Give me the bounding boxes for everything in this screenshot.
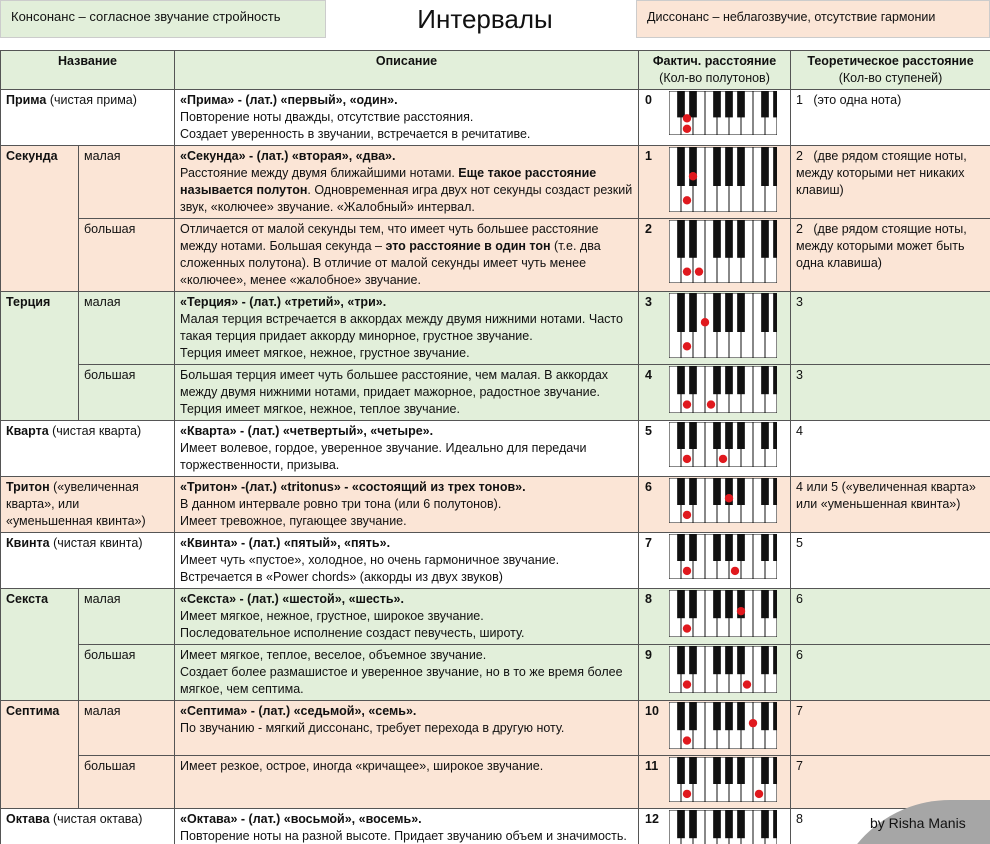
black-key [677, 147, 685, 186]
semitones-cell [639, 365, 791, 421]
black-key [737, 478, 745, 505]
table-row [1, 533, 990, 589]
black-key [677, 293, 685, 332]
table-row [1, 365, 990, 421]
note-dot [683, 624, 691, 632]
note-dot [695, 267, 703, 275]
interval-name: Секунда [6, 149, 58, 163]
black-key [737, 534, 745, 561]
black-key [725, 366, 733, 394]
note-dot [743, 680, 751, 688]
interval-name-cell [1, 477, 175, 533]
interval-name-extra: (чистая квинта) [49, 536, 143, 550]
black-key [761, 366, 769, 394]
black-key [725, 147, 733, 186]
black-key [677, 422, 685, 449]
black-key [773, 220, 777, 258]
table-row [1, 589, 990, 645]
note-dot [683, 567, 691, 575]
theory-distance: 3 [791, 292, 990, 365]
note-dot [731, 567, 739, 575]
piano-keyboard-icon [669, 810, 777, 844]
note-dot [683, 125, 691, 133]
semitones-cell [639, 589, 791, 645]
black-key [713, 422, 721, 449]
theory-distance: 2 (две рядом стоящие ноты, между которыми нет никаких клавиш) [791, 146, 990, 219]
black-key [689, 220, 697, 258]
semitones-value: 1 [645, 149, 652, 163]
interval-subtype: большая [79, 365, 175, 421]
interval-name-extra: («увеличенная кварта», или «уменьшенная квинта») [6, 480, 146, 528]
semitones-value: 9 [645, 648, 652, 662]
black-key [677, 478, 685, 505]
interval-name-extra: (чистая октава) [49, 812, 143, 826]
black-key [689, 757, 697, 784]
piano-keyboard-icon [669, 534, 777, 579]
black-key [773, 293, 777, 332]
note-dot [749, 719, 757, 727]
black-key [677, 702, 685, 730]
table-row [1, 146, 990, 219]
note-dot [683, 511, 691, 519]
black-key [737, 422, 745, 449]
semitones-cell [639, 701, 791, 756]
interval-description: «Секста» - (лат.) «шестой», «шесть». Имеет мягкое, нежное, грустное, широкое звучание. Последовательное исполнение создаст певучесть, широту. [175, 589, 639, 645]
black-key [773, 810, 777, 838]
semitones-cell [639, 292, 791, 365]
black-key [689, 534, 697, 561]
semitones-value: 11 [645, 759, 659, 773]
interval-subtype: малая [79, 292, 175, 365]
theory-distance: 4 или 5 («увеличенная кварта» или «уменьшенная квинта») [791, 477, 990, 533]
interval-name-cell [1, 90, 175, 146]
black-key [725, 702, 733, 730]
black-key [761, 478, 769, 505]
note-dot [755, 790, 763, 798]
black-key [713, 91, 721, 117]
theory-distance: 4 [791, 421, 990, 477]
black-key [773, 590, 777, 618]
interval-description: «Тритон» -(лат.) «tritonus» - «состоящий из трех тонов». В данном интервале ровно три тона (или 6 полутонов). Имеет тревожное, пугающее звучание. [175, 477, 639, 533]
semitones-value: 12 [645, 812, 659, 826]
interval-name-cell [1, 701, 79, 809]
note-dot [707, 400, 715, 408]
table-row [1, 477, 990, 533]
table-row [1, 292, 990, 365]
semitones-cell [639, 219, 791, 292]
signature-badge [830, 800, 990, 844]
interval-description: «Септима» - (лат.) «седьмой», «семь». По звучанию - мягкий диссонанс, требует перехода в другую ноту. [175, 701, 639, 756]
interval-subtype: большая [79, 219, 175, 292]
theory-distance: 6 [791, 645, 990, 701]
piano-keyboard-icon [669, 147, 777, 212]
black-key [761, 757, 769, 784]
black-key [677, 366, 685, 394]
interval-subtype: малая [79, 146, 175, 219]
black-key [725, 91, 733, 117]
table-row [1, 645, 990, 701]
black-key [677, 220, 685, 258]
signature-text: by Risha Manis [870, 815, 966, 831]
black-key [761, 702, 769, 730]
black-key [677, 757, 685, 784]
black-key [689, 590, 697, 618]
semitones-value: 7 [645, 536, 652, 550]
black-key [761, 220, 769, 258]
semitones-value: 10 [645, 704, 659, 718]
black-key [773, 91, 777, 117]
note-dot [689, 172, 697, 180]
black-key [737, 366, 745, 394]
black-key [773, 534, 777, 561]
interval-name-cell [1, 533, 175, 589]
interval-subtype: большая [79, 645, 175, 701]
interval-subtype: малая [79, 589, 175, 645]
interval-name-cell [1, 146, 79, 292]
semitones-cell [639, 533, 791, 589]
interval-name: Терция [6, 295, 51, 309]
semitones-cell [639, 645, 791, 701]
black-key [773, 366, 777, 394]
black-key [761, 590, 769, 618]
semitones-cell [639, 809, 791, 844]
theory-distance: 7 [791, 701, 990, 756]
table-row [1, 421, 990, 477]
piano-keyboard-icon [669, 590, 777, 637]
interval-name: Октава [6, 812, 50, 826]
black-key [689, 422, 697, 449]
piano-keyboard-icon [669, 293, 777, 358]
header-description: Описание [175, 51, 639, 90]
semitones-value: 3 [645, 295, 652, 309]
note-dot [683, 400, 691, 408]
black-key [725, 534, 733, 561]
black-key [713, 293, 721, 332]
black-key [677, 810, 685, 838]
theory-distance: 1 (это одна нота) [791, 90, 990, 146]
piano-keyboard-icon [669, 91, 777, 135]
black-key [773, 702, 777, 730]
interval-name-extra: (чистая прима) [46, 93, 137, 107]
semitones-value: 8 [645, 592, 652, 606]
black-key [713, 478, 721, 505]
interval-name: Секста [6, 592, 49, 606]
black-key [725, 220, 733, 258]
interval-subtype: малая [79, 701, 175, 756]
semitones-cell [639, 421, 791, 477]
black-key [761, 91, 769, 117]
black-key [689, 366, 697, 394]
note-dot [683, 114, 691, 122]
black-key [761, 810, 769, 838]
black-key [677, 534, 685, 561]
note-dot [719, 455, 727, 463]
black-key [713, 534, 721, 561]
black-key [737, 757, 745, 784]
black-key [689, 646, 697, 674]
interval-name-cell [1, 292, 79, 421]
black-key [737, 147, 745, 186]
page-title: Интервалы [417, 4, 553, 34]
black-key [725, 646, 733, 674]
interval-name: Септима [6, 704, 60, 718]
note-dot [683, 455, 691, 463]
header-theory-distance: Теоретическое расстояние (Кол-во ступеней) [791, 51, 990, 90]
semitones-value: 6 [645, 480, 652, 494]
black-key [689, 91, 697, 117]
black-key [773, 757, 777, 784]
interval-description: Отличается от малой секунды тем, что имеет чуть большее расстояние между нотами. Большая секунда – это расстояние в один тон (т.е. два сложенных полутона). В отличие от малой секунды имеет чуть менее «колючее», менее «жалобное» звучание. [175, 219, 639, 292]
black-key [773, 478, 777, 505]
black-key [761, 646, 769, 674]
theory-distance: 7 [791, 756, 990, 809]
note-dot [701, 318, 709, 326]
black-key [689, 293, 697, 332]
interval-name-cell [1, 809, 175, 844]
note-dot [737, 607, 745, 615]
interval-description: «Октава» - (лат.) «восьмой», «восемь». Повторение ноты на разной высоте. Придает звучанию объем и значимость. [175, 809, 639, 844]
black-key [737, 702, 745, 730]
semitones-value: 5 [645, 424, 652, 438]
interval-description: «Квинта» - (лат.) «пятый», «пять». Имеет чуть «пустое», холодное, но очень гармоничное звучание. Встречается в «Power chords» (аккорды из двух звуков) [175, 533, 639, 589]
semitones-cell [639, 146, 791, 219]
interval-description: «Кварта» - (лат.) «четвертый», «четыре». Имеет волевое, гордое, уверенное звучание. Идеально для передачи торжественности, призыва. [175, 421, 639, 477]
semitones-cell [639, 477, 791, 533]
black-key [713, 646, 721, 674]
legend-dissonance: Диссонанс – неблагозвучие, отсутствие гармонии [636, 0, 990, 38]
black-key [713, 590, 721, 618]
interval-name-extra: (чистая кварта) [48, 424, 142, 438]
interval-description: Имеет мягкое, теплое, веселое, объемное звучание. Создает более размашистое и уверенное звучание, но в то же время более мягкое, чем септима. [175, 645, 639, 701]
piano-keyboard-icon [669, 702, 777, 749]
note-dot [725, 494, 733, 502]
piano-keyboard-icon [669, 422, 777, 467]
black-key [725, 293, 733, 332]
note-dot [683, 196, 691, 204]
semitones-cell [639, 756, 791, 809]
semitones-value: 2 [645, 222, 652, 236]
black-key [713, 702, 721, 730]
black-key [761, 534, 769, 561]
interval-description: «Прима» - (лат.) «первый», «один». Повторение ноты дважды, отсутствие расстояния. Создает уверенность в звучании, встречается в речитативе. [175, 90, 639, 146]
black-key [713, 220, 721, 258]
black-key [761, 147, 769, 186]
black-key [725, 590, 733, 618]
black-key [737, 91, 745, 117]
black-key [713, 366, 721, 394]
theory-distance: 6 [791, 589, 990, 645]
interval-name-cell [1, 589, 79, 701]
interval-name: Прима [6, 93, 47, 107]
interval-name-cell [1, 421, 175, 477]
theory-distance: 8 [791, 809, 990, 844]
semitones-cell [639, 90, 791, 146]
table-row [1, 90, 990, 146]
header-name: Название [1, 51, 175, 90]
note-dot [683, 342, 691, 350]
legend-consonance: Консонанс – согласное звучание стройность [0, 0, 326, 38]
piano-keyboard-icon [669, 366, 777, 413]
interval-description: «Секунда» - (лат.) «вторая», «два». Расстояние между двумя ближайшими нотами. Еще такое расстояние называется полутон. Одновременная игра двух нот секунды создаст резкий звук, «колючее» звучание. «Жалобный» интервал. [175, 146, 639, 219]
black-key [677, 91, 685, 117]
note-dot [683, 680, 691, 688]
black-key [773, 422, 777, 449]
piano-keyboard-icon [669, 646, 777, 693]
piano-keyboard-icon [669, 478, 777, 523]
note-dot [683, 790, 691, 798]
black-key [677, 590, 685, 618]
table-row [1, 219, 990, 292]
black-key [725, 422, 733, 449]
black-key [761, 293, 769, 332]
black-key [773, 646, 777, 674]
black-key [725, 810, 733, 838]
theory-distance: 5 [791, 533, 990, 589]
black-key [677, 646, 685, 674]
black-key [737, 220, 745, 258]
black-key [713, 757, 721, 784]
black-key [773, 147, 777, 186]
interval-subtype: большая [79, 756, 175, 809]
semitones-value: 4 [645, 368, 652, 382]
interval-description: «Терция» - (лат.) «третий», «три». Малая терция встречается в аккордах между двумя нижними нотами. Часто такая терция придает аккорду минорное, грустное звучание. Терция имеет мягкое, нежное, грустное звучание. [175, 292, 639, 365]
black-key [737, 810, 745, 838]
black-key [689, 810, 697, 838]
black-key [737, 646, 745, 674]
header-fact-distance: Фактич. расстояние (Кол-во полутонов) [639, 51, 791, 90]
black-key [761, 422, 769, 449]
intervals-table [0, 50, 990, 844]
black-key [737, 293, 745, 332]
semitones-value: 0 [645, 93, 652, 107]
interval-name: Кварта [6, 424, 49, 438]
table-row [1, 701, 990, 756]
interval-description: Большая терция имеет чуть большее расстояние, чем малая. В аккордах между двумя нижними нотами, придает мажорное, радостное звучание. Терция имеет мягкое, нежное, теплое звучание. [175, 365, 639, 421]
interval-name: Тритон [6, 480, 50, 494]
piano-keyboard-icon [669, 757, 777, 802]
theory-distance: 2 (две рядом стоящие ноты, между которыми может быть одна клавиша) [791, 219, 990, 292]
black-key [725, 757, 733, 784]
note-dot [683, 267, 691, 275]
interval-description: Имеет резкое, острое, иногда «кричащее», широкое звучание. [175, 756, 639, 809]
piano-keyboard-icon [669, 220, 777, 283]
black-key [689, 702, 697, 730]
theory-distance: 3 [791, 365, 990, 421]
black-key [713, 810, 721, 838]
note-dot [683, 736, 691, 744]
black-key [713, 147, 721, 186]
interval-name: Квинта [6, 536, 50, 550]
black-key [689, 478, 697, 505]
